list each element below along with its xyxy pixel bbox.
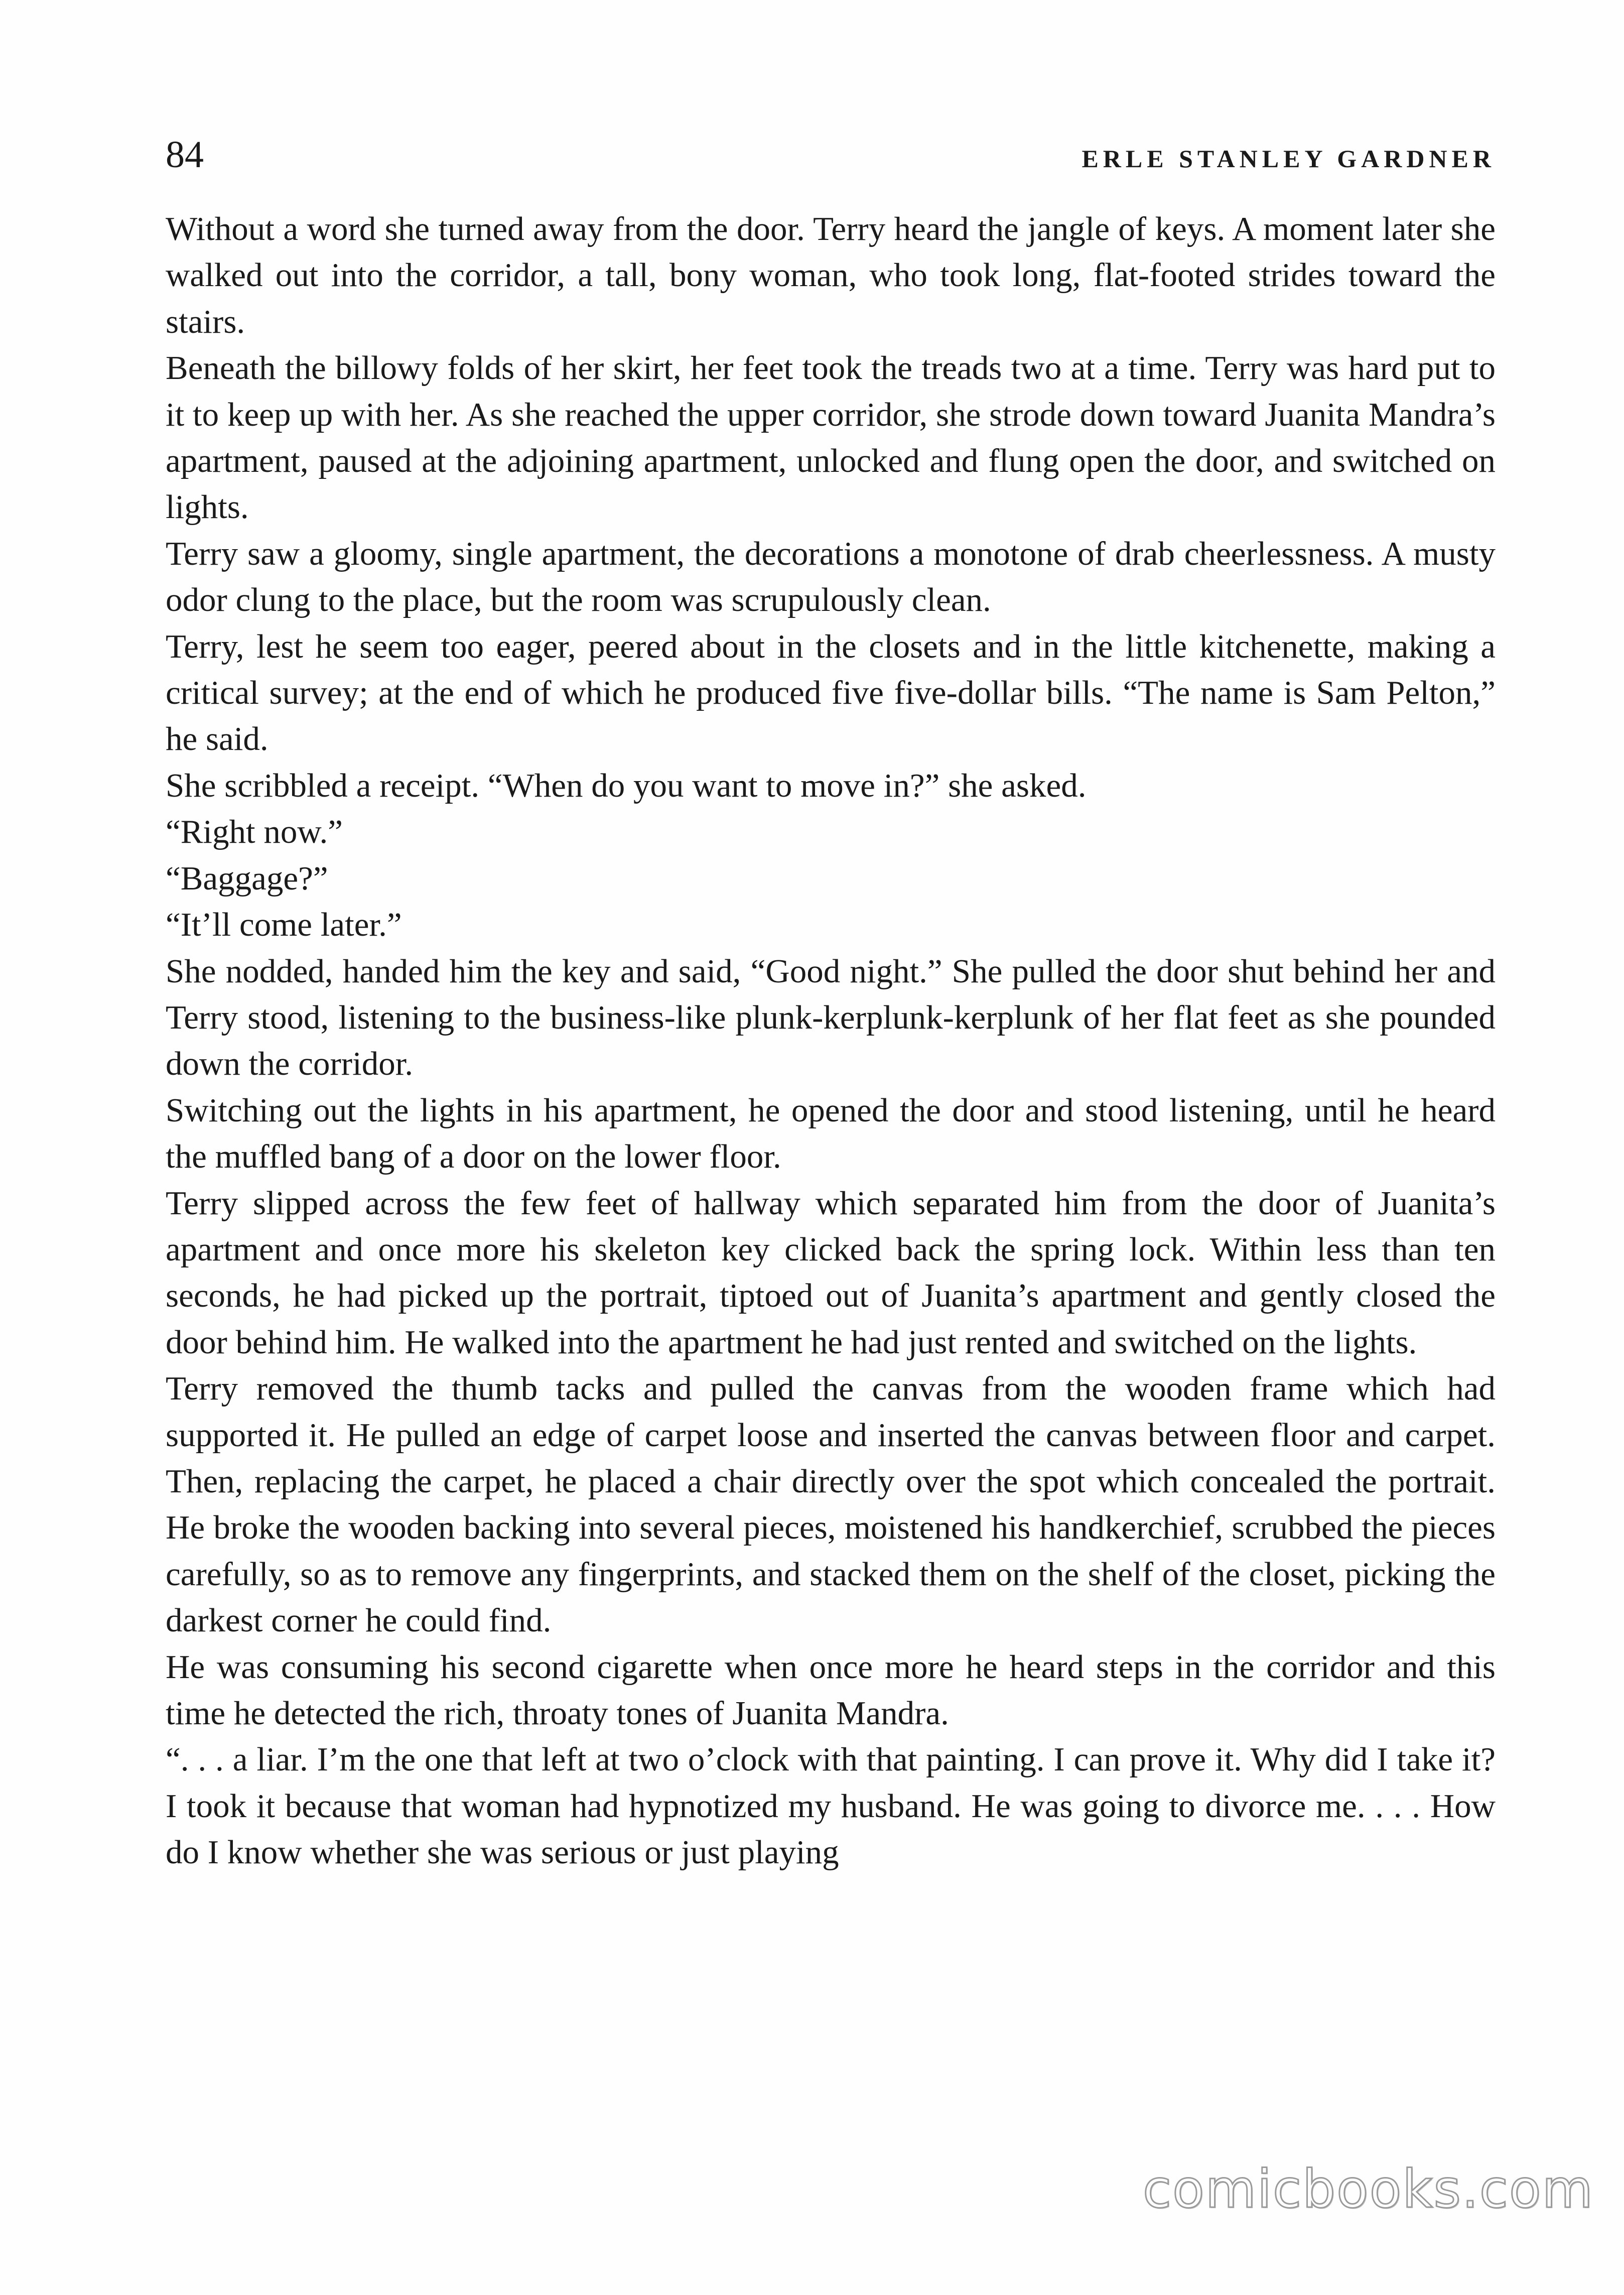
paragraph: Terry, lest he seem too eager, peered about in the closets and in the little kitchenette, making a critical survey; at the end of which he produced five five-dollar bills. “The name is Sam Pelton,” he said. <box>166 627 1496 758</box>
running-head-author: ERLE STANLEY GARDNER <box>1081 145 1496 173</box>
paragraph: He was consuming his second cigarette when once more he heard steps in the corridor and this time he detected the rich, throaty tones of Juanita Mandra. <box>166 1648 1496 1732</box>
paragraph: Terry slipped across the few feet of hallway which separated him from the door of Juanita’s apartment and once more his skeleton key clicked back the spring lock. Within less than ten seconds, he had picked up the portrait, tiptoed out of Juanita’s apartment and gently closed the door behind him. He walked into the apartment he had just rented and switched on the lights. <box>166 1184 1496 1361</box>
paragraph: Terry removed the thumb tacks and pulled the canvas from the wooden frame which had supported it. He pulled an edge of carpet loose and inserted the canvas between floor and carpet. Then, replacing the carpet, he placed a chair directly over the spot which concealed the portrait. He broke the wooden backing into several pieces, moistened his handkerchief, scrubbed the pieces carefully, so as to remove any fingerprints, and stacked them on the shelf of the closet, picking the darkest corner he could find. <box>166 1370 1496 1639</box>
paragraph: Without a word she turned away from the door. Terry heard the jangle of keys. A moment later she walked out into the corridor, a tall, bony woman, who took long, flat-footed strides toward the stairs. <box>166 210 1496 340</box>
paragraph: “Baggage?” <box>166 859 328 897</box>
paragraph: Terry saw a gloomy, single apartment, the decorations a monotone of drab cheerlessness. A musty odor clung to the place, but the room was scrupulously clean. <box>166 535 1496 619</box>
paragraph: She scribbled a receipt. “When do you want to move in?” she asked. <box>166 767 1087 804</box>
site-watermark: comicbooks.com <box>1142 2158 1594 2220</box>
running-head <box>166 130 1496 180</box>
paragraph: Beneath the billowy folds of her skirt, her feet took the treads two at a time. Terry was hard put to it to keep up with her. As she reached the upper corridor, she strode down toward Juanita Mandra’s apartment, paused at the adjoining apartment, unlocked and flung open the door, and switched on lights. <box>166 349 1496 526</box>
body-text <box>166 206 1496 1876</box>
paragraph: “It’ll come later.” <box>166 906 402 944</box>
paragraph: “. . . a liar. I’m the one that left at two o’clock with that painting. I can prove it. Why did I take it? I took it because that woman had hypnotized my husband. He was going to divorce me. . . . How do I know whether she was serious or just playing <box>166 1741 1496 1871</box>
paragraph: “Right now.” <box>166 813 343 851</box>
paragraph: She nodded, handed him the key and said, “Good night.” She pulled the door shut behind her and Terry stood, listening to the business-like plunk-kerplunk-kerplunk of her flat feet as she pounded down the corridor. <box>166 952 1496 1083</box>
paragraph: Switching out the lights in his apartment, he opened the door and stood listening, until he heard the muffled bang of a door on the lower floor. <box>166 1091 1496 1176</box>
page-number: 84 <box>166 134 204 176</box>
